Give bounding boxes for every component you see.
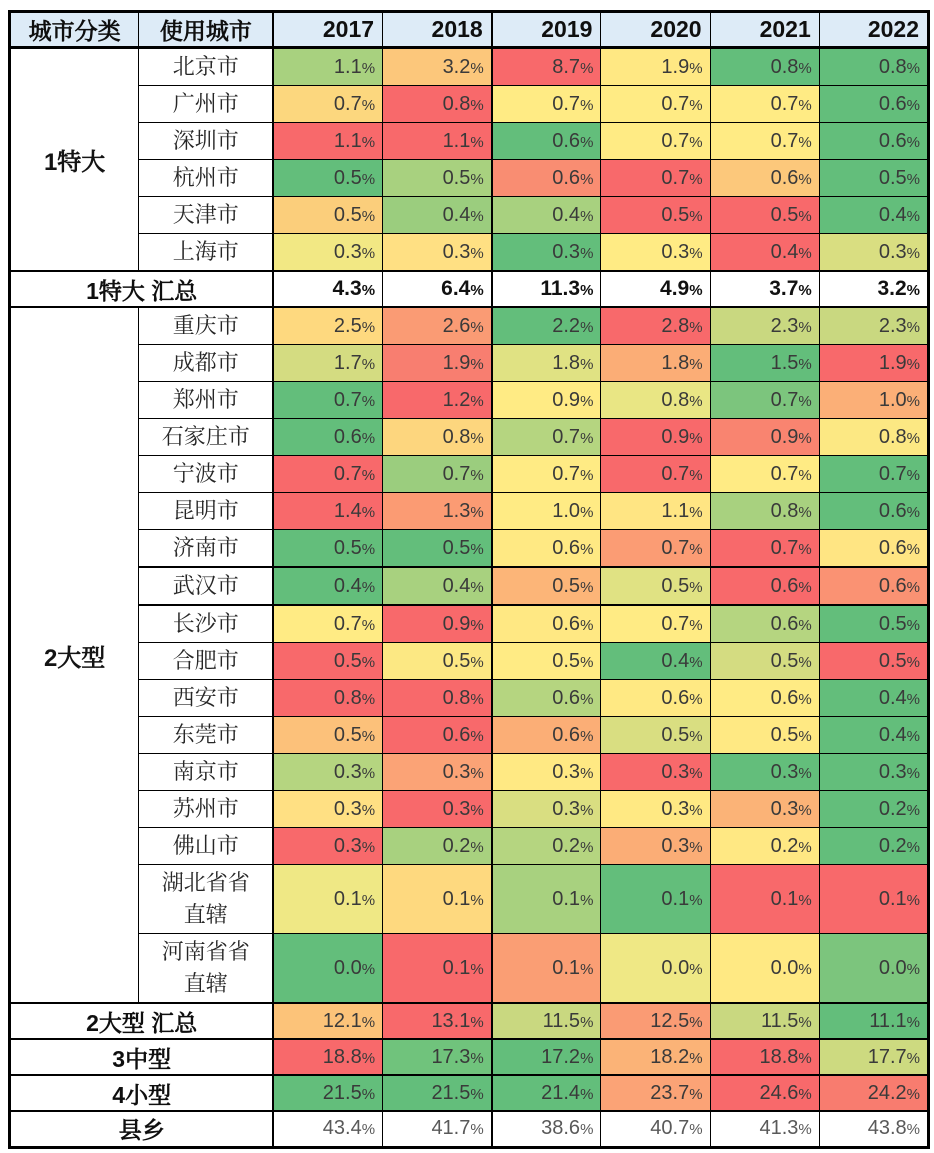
- summary-row: [10, 1003, 929, 1039]
- summary-row: [10, 1111, 929, 1147]
- heat-cell: 0.7%: [601, 86, 710, 123]
- heat-cell: 0.8%: [383, 680, 492, 717]
- heat-cell: 0.5%: [819, 160, 928, 197]
- header-category: 城市分类: [10, 12, 139, 48]
- heat-cell: 0.7%: [601, 160, 710, 197]
- heat-cell: 0.6%: [819, 567, 928, 605]
- heat-cell: 0.3%: [273, 791, 382, 828]
- heat-cell: 0.8%: [819, 48, 928, 86]
- summary-label: 1特大 汇总: [10, 271, 274, 307]
- summary-cell: 24.2%: [819, 1075, 928, 1111]
- heat-cell: 0.7%: [492, 456, 601, 493]
- city-name: 济南市: [139, 530, 274, 568]
- heat-cell: 0.8%: [383, 86, 492, 123]
- heat-cell: 0.6%: [601, 680, 710, 717]
- heat-cell: 0.9%: [710, 419, 819, 456]
- heat-cell: 0.3%: [273, 828, 382, 865]
- summary-cell: 4.3%: [273, 271, 382, 307]
- category-label: 1特大: [10, 48, 139, 272]
- summary-cell: 13.1%: [383, 1003, 492, 1039]
- table-row: [10, 86, 929, 123]
- heat-cell: 0.2%: [819, 828, 928, 865]
- summary-cell: 3.2%: [819, 271, 928, 307]
- table-row: [10, 754, 929, 791]
- heat-cell: 0.8%: [601, 382, 710, 419]
- heat-cell: 0.1%: [492, 934, 601, 1004]
- heat-cell: 0.7%: [710, 382, 819, 419]
- table-body: [10, 48, 929, 1148]
- city-name: 昆明市: [139, 493, 274, 530]
- heat-cell: 0.7%: [710, 456, 819, 493]
- heat-cell: 0.8%: [819, 419, 928, 456]
- table-row: [10, 865, 929, 934]
- heat-cell: 0.6%: [492, 530, 601, 568]
- heat-cell: 0.6%: [710, 160, 819, 197]
- heat-cell: 0.1%: [492, 865, 601, 934]
- heat-cell: 0.5%: [273, 643, 382, 680]
- heat-cell: 0.7%: [710, 86, 819, 123]
- heat-cell: 0.1%: [710, 865, 819, 934]
- heat-cell: 0.3%: [710, 754, 819, 791]
- heat-cell: 0.6%: [710, 605, 819, 643]
- city-name: 南京市: [139, 754, 274, 791]
- table-row: [10, 493, 929, 530]
- city-name: 杭州市: [139, 160, 274, 197]
- heat-cell: 0.6%: [273, 419, 382, 456]
- table-header: [10, 12, 929, 48]
- heat-cell: 0.6%: [710, 680, 819, 717]
- city-name: 苏州市: [139, 791, 274, 828]
- heat-cell: 0.1%: [383, 934, 492, 1004]
- heat-cell: 0.3%: [383, 754, 492, 791]
- summary-cell: 3.7%: [710, 271, 819, 307]
- summary-cell: 12.1%: [273, 1003, 382, 1039]
- heat-cell: 0.5%: [601, 197, 710, 234]
- heat-cell: 0.6%: [819, 493, 928, 530]
- city-name: 成都市: [139, 345, 274, 382]
- heat-cell: 0.6%: [492, 605, 601, 643]
- heat-cell: 0.5%: [710, 717, 819, 754]
- heat-cell: 0.5%: [383, 530, 492, 568]
- heat-cell: 0.9%: [383, 605, 492, 643]
- heat-cell: 0.1%: [819, 865, 928, 934]
- heat-cell: 0.3%: [383, 791, 492, 828]
- city-name: 广州市: [139, 86, 274, 123]
- heat-cell: 0.6%: [819, 86, 928, 123]
- heat-cell: 0.3%: [819, 234, 928, 272]
- heat-cell: 0.6%: [819, 123, 928, 160]
- heat-cell: 2.3%: [819, 307, 928, 345]
- table-row: [10, 530, 929, 568]
- heat-cell: 0.9%: [492, 382, 601, 419]
- heat-cell: 0.7%: [273, 86, 382, 123]
- summary-label: 3中型: [10, 1039, 274, 1075]
- heat-cell: 0.5%: [819, 643, 928, 680]
- city-name: 合肥市: [139, 643, 274, 680]
- summary-cell: 43.8%: [819, 1111, 928, 1147]
- city-name: 宁波市: [139, 456, 274, 493]
- heat-cell: 0.7%: [601, 123, 710, 160]
- header-year-2017: 2017: [273, 12, 382, 48]
- summary-cell: 21.5%: [273, 1075, 382, 1111]
- heat-cell: 0.5%: [273, 717, 382, 754]
- table-row: [10, 382, 929, 419]
- heat-cell: 0.5%: [710, 643, 819, 680]
- heat-cell: 0.0%: [819, 934, 928, 1004]
- summary-cell: 12.5%: [601, 1003, 710, 1039]
- summary-cell: 40.7%: [601, 1111, 710, 1147]
- heat-cell: 0.3%: [601, 234, 710, 272]
- summary-row: [10, 271, 929, 307]
- heat-cell: 0.7%: [273, 605, 382, 643]
- table-row: [10, 345, 929, 382]
- summary-cell: 18.8%: [710, 1039, 819, 1075]
- heat-cell: 0.3%: [492, 754, 601, 791]
- heat-cell: 0.3%: [601, 791, 710, 828]
- heat-cell: 1.8%: [492, 345, 601, 382]
- header-city: 使用城市: [139, 12, 274, 48]
- heat-cell: 0.4%: [710, 234, 819, 272]
- city-name: 北京市: [139, 48, 274, 86]
- heat-cell: 0.6%: [492, 680, 601, 717]
- heat-cell: 0.5%: [601, 567, 710, 605]
- heat-cell: 1.1%: [273, 48, 382, 86]
- heat-cell: 0.2%: [492, 828, 601, 865]
- city-name: 武汉市: [139, 567, 274, 605]
- heat-cell: 0.7%: [492, 419, 601, 456]
- city-name: 上海市: [139, 234, 274, 272]
- heat-cell: 0.7%: [710, 530, 819, 568]
- heat-cell: 0.0%: [273, 934, 382, 1004]
- city-name: 重庆市: [139, 307, 274, 345]
- heat-cell: 2.3%: [710, 307, 819, 345]
- heat-cell: 0.1%: [601, 865, 710, 934]
- heat-cell: 2.6%: [383, 307, 492, 345]
- heat-cell: 1.9%: [601, 48, 710, 86]
- summary-cell: 11.5%: [492, 1003, 601, 1039]
- summary-row: [10, 1075, 929, 1111]
- summary-cell: 21.5%: [383, 1075, 492, 1111]
- heat-cell: 0.3%: [492, 234, 601, 272]
- table-row: [10, 123, 929, 160]
- heat-cell: 1.4%: [273, 493, 382, 530]
- heat-cell: 0.0%: [601, 934, 710, 1004]
- heat-cell: 0.5%: [273, 160, 382, 197]
- heat-cell: 0.5%: [710, 197, 819, 234]
- table-row: [10, 828, 929, 865]
- heat-cell: 0.4%: [273, 567, 382, 605]
- heat-cell: 0.3%: [819, 754, 928, 791]
- heat-cell: 0.5%: [383, 643, 492, 680]
- heat-cell: 0.8%: [710, 493, 819, 530]
- heat-cell: 0.4%: [819, 717, 928, 754]
- heat-cell: 1.7%: [273, 345, 382, 382]
- heat-cell: 0.4%: [383, 197, 492, 234]
- heat-cell: 0.6%: [710, 567, 819, 605]
- summary-cell: 43.4%: [273, 1111, 382, 1147]
- city-name: 东莞市: [139, 717, 274, 754]
- heat-cell: 0.8%: [710, 48, 819, 86]
- heat-cell: 0.5%: [492, 567, 601, 605]
- table-row: [10, 48, 929, 86]
- table-row: [10, 197, 929, 234]
- table-row: [10, 419, 929, 456]
- heat-cell: 2.2%: [492, 307, 601, 345]
- heat-cell: 1.3%: [383, 493, 492, 530]
- heat-cell: 0.6%: [383, 717, 492, 754]
- heat-cell: 0.6%: [492, 160, 601, 197]
- table-row: [10, 643, 929, 680]
- table-row: [10, 307, 929, 345]
- heat-cell: 0.6%: [492, 123, 601, 160]
- heat-cell: 1.8%: [601, 345, 710, 382]
- summary-cell: 41.7%: [383, 1111, 492, 1147]
- heat-cell: 1.0%: [819, 382, 928, 419]
- header-year-2021: 2021: [710, 12, 819, 48]
- table-row: [10, 791, 929, 828]
- city-name: 石家庄市: [139, 419, 274, 456]
- heat-cell: 2.8%: [601, 307, 710, 345]
- summary-cell: 17.3%: [383, 1039, 492, 1075]
- city-name: 深圳市: [139, 123, 274, 160]
- heat-cell: 1.0%: [492, 493, 601, 530]
- table-row: [10, 717, 929, 754]
- heat-cell: 0.4%: [601, 643, 710, 680]
- table-row: [10, 234, 929, 272]
- heat-cell: 0.3%: [492, 791, 601, 828]
- city-name: 湖北省省直辖: [139, 865, 274, 934]
- heat-cell: 0.7%: [492, 86, 601, 123]
- header-year-2020: 2020: [601, 12, 710, 48]
- heat-cell: 1.5%: [710, 345, 819, 382]
- header-year-2022: 2022: [819, 12, 928, 48]
- heat-cell: 0.0%: [710, 934, 819, 1004]
- summary-cell: 17.2%: [492, 1039, 601, 1075]
- heat-cell: 0.4%: [819, 197, 928, 234]
- city-name: 佛山市: [139, 828, 274, 865]
- heat-cell: 1.1%: [601, 493, 710, 530]
- table-row: [10, 456, 929, 493]
- heat-cell: 0.7%: [383, 456, 492, 493]
- summary-label: 2大型 汇总: [10, 1003, 274, 1039]
- table-row: [10, 680, 929, 717]
- heat-cell: 0.5%: [492, 643, 601, 680]
- heat-cell: 0.2%: [710, 828, 819, 865]
- heat-cell: 0.7%: [273, 456, 382, 493]
- heat-cell: 0.3%: [710, 791, 819, 828]
- heat-cell: 0.7%: [819, 456, 928, 493]
- heat-cell: 0.3%: [383, 234, 492, 272]
- table-row: [10, 605, 929, 643]
- summary-cell: 11.5%: [710, 1003, 819, 1039]
- heat-cell: 1.1%: [383, 123, 492, 160]
- summary-cell: 41.3%: [710, 1111, 819, 1147]
- heat-cell: 0.1%: [383, 865, 492, 934]
- heat-cell: 0.8%: [273, 680, 382, 717]
- category-label: 2大型: [10, 307, 139, 1003]
- summary-cell: 18.8%: [273, 1039, 382, 1075]
- summary-cell: 18.2%: [601, 1039, 710, 1075]
- heat-cell: 0.2%: [383, 828, 492, 865]
- heat-cell: 1.2%: [383, 382, 492, 419]
- heat-cell: 0.4%: [383, 567, 492, 605]
- summary-cell: 23.7%: [601, 1075, 710, 1111]
- summary-cell: 17.7%: [819, 1039, 928, 1075]
- summary-row: [10, 1039, 929, 1075]
- heat-cell: 0.4%: [819, 680, 928, 717]
- heat-cell: 1.9%: [383, 345, 492, 382]
- summary-cell: 6.4%: [383, 271, 492, 307]
- heat-cell: 0.3%: [601, 828, 710, 865]
- heat-cell: 0.3%: [273, 754, 382, 791]
- city-name: 郑州市: [139, 382, 274, 419]
- heat-cell: 0.7%: [273, 382, 382, 419]
- summary-cell: 24.6%: [710, 1075, 819, 1111]
- table-row: [10, 567, 929, 605]
- heat-cell: 0.7%: [601, 456, 710, 493]
- heat-cell: 0.1%: [273, 865, 382, 934]
- city-name: 西安市: [139, 680, 274, 717]
- heat-cell: 0.8%: [383, 419, 492, 456]
- header-year-2019: 2019: [492, 12, 601, 48]
- summary-cell: 11.3%: [492, 271, 601, 307]
- heatmap-table: [8, 10, 930, 1149]
- heat-cell: 1.1%: [273, 123, 382, 160]
- heat-cell: 8.7%: [492, 48, 601, 86]
- city-name: 长沙市: [139, 605, 274, 643]
- heat-cell: 0.3%: [601, 754, 710, 791]
- heat-cell: 0.5%: [383, 160, 492, 197]
- heat-cell: 3.2%: [383, 48, 492, 86]
- city-name: 天津市: [139, 197, 274, 234]
- heat-cell: 0.6%: [819, 530, 928, 568]
- summary-cell: 38.6%: [492, 1111, 601, 1147]
- heat-cell: 0.5%: [601, 717, 710, 754]
- heat-cell: 0.5%: [273, 197, 382, 234]
- header-year-2018: 2018: [383, 12, 492, 48]
- table-row: [10, 160, 929, 197]
- heat-cell: 2.5%: [273, 307, 382, 345]
- heat-cell: 1.9%: [819, 345, 928, 382]
- summary-cell: 4.9%: [601, 271, 710, 307]
- summary-cell: 21.4%: [492, 1075, 601, 1111]
- heat-cell: 0.2%: [819, 791, 928, 828]
- summary-label: 4小型: [10, 1075, 274, 1111]
- heat-cell: 0.5%: [819, 605, 928, 643]
- city-name: 河南省省直辖: [139, 934, 274, 1004]
- summary-cell: 11.1%: [819, 1003, 928, 1039]
- heat-cell: 0.5%: [273, 530, 382, 568]
- heat-cell: 0.4%: [492, 197, 601, 234]
- heat-cell: 0.3%: [273, 234, 382, 272]
- heat-cell: 0.6%: [492, 717, 601, 754]
- heat-cell: 0.9%: [601, 419, 710, 456]
- heat-cell: 0.7%: [601, 530, 710, 568]
- heat-cell: 0.7%: [601, 605, 710, 643]
- summary-label: 县乡: [10, 1111, 274, 1147]
- heat-cell: 0.7%: [710, 123, 819, 160]
- table-row: [10, 934, 929, 1004]
